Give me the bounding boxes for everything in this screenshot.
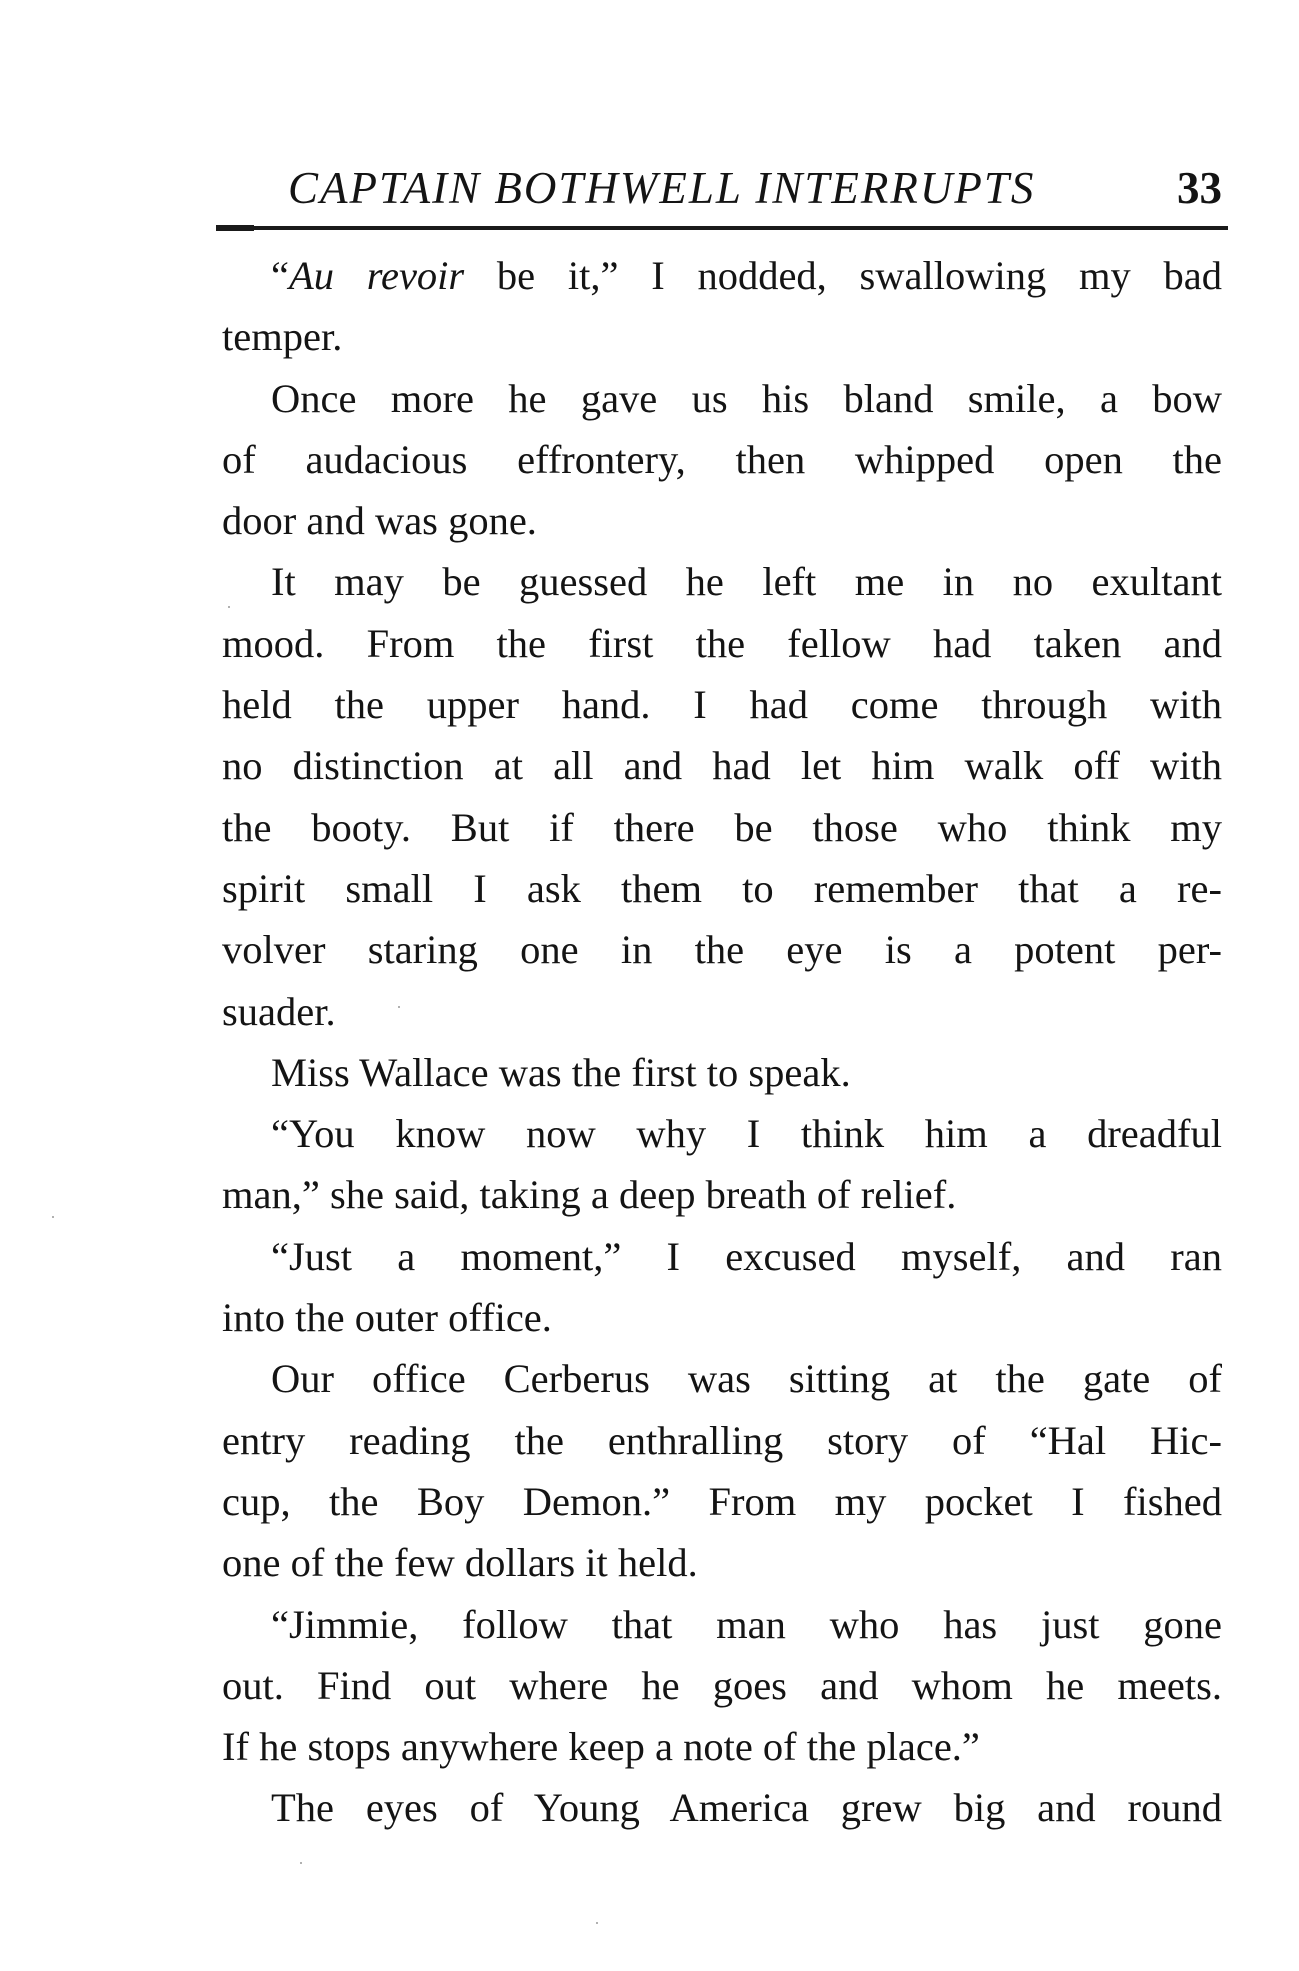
text-line: temper. [222,314,343,360]
text-line: “Just a moment,” I excused myself, and ran [271,1233,1222,1279]
text-line: Once more he gave us his bland smile, a bow [271,375,1222,421]
text-line: into the outer office. [222,1295,552,1341]
text-line: volver staring one in the eye is a potent per- [222,927,1222,973]
text-line: “Au revoir be it,” I nodded, swallowing my bad [271,253,1222,298]
text-line: mood. From the first the fellow had taken and [222,620,1222,666]
text-line: door and was gone. [222,498,537,544]
text-line: It may be guessed he left me in no exultant [271,559,1222,605]
running-head [222,158,1222,218]
paper-speck [228,606,230,608]
text-line: of audacious effrontery, then whipped open the [222,436,1222,482]
page-number: 33 [1177,163,1222,213]
text-line: “Jimmie, follow that man who has just gone [271,1601,1222,1647]
text-line: suader. [222,988,336,1034]
text-line: entry reading the enthralling story of “Hal Hic- [222,1417,1222,1463]
text-line: The eyes of Young America grew big and round [271,1785,1222,1831]
text-line: man,” she said, taking a deep breath of relief. [222,1172,957,1218]
body-text [222,245,1222,1839]
text-line: “You know now why I think him a dreadful [271,1111,1222,1157]
text-line: out. Find out where he goes and whom he meets. [222,1662,1222,1708]
text-line: cup, the Boy Demon.” From my pocket I fished [222,1478,1222,1524]
paper-speck [52,1216,54,1218]
chapter-title: CAPTAIN BOTHWELL INTERRUPTS [288,163,1036,213]
text-line: Miss Wallace was the first to speak. [271,1049,851,1095]
text-line: one of the few dollars it held. [222,1540,698,1586]
text-line: spirit small I ask them to remember that a re- [222,865,1222,911]
paper-speck [398,1006,400,1008]
paper-speck [596,1922,598,1924]
header-rule [216,226,1228,230]
paper-speck [300,1862,302,1864]
text-line: held the upper hand. I had come through with [222,682,1222,728]
text-line: no distinction at all and had let him walk off with [222,743,1222,789]
text-line: If he stops anywhere keep a note of the place.” [222,1724,980,1770]
text-line: the booty. But if there be those who think my [222,804,1222,850]
text-line: Our office Cerberus was sitting at the gate of [271,1356,1222,1402]
